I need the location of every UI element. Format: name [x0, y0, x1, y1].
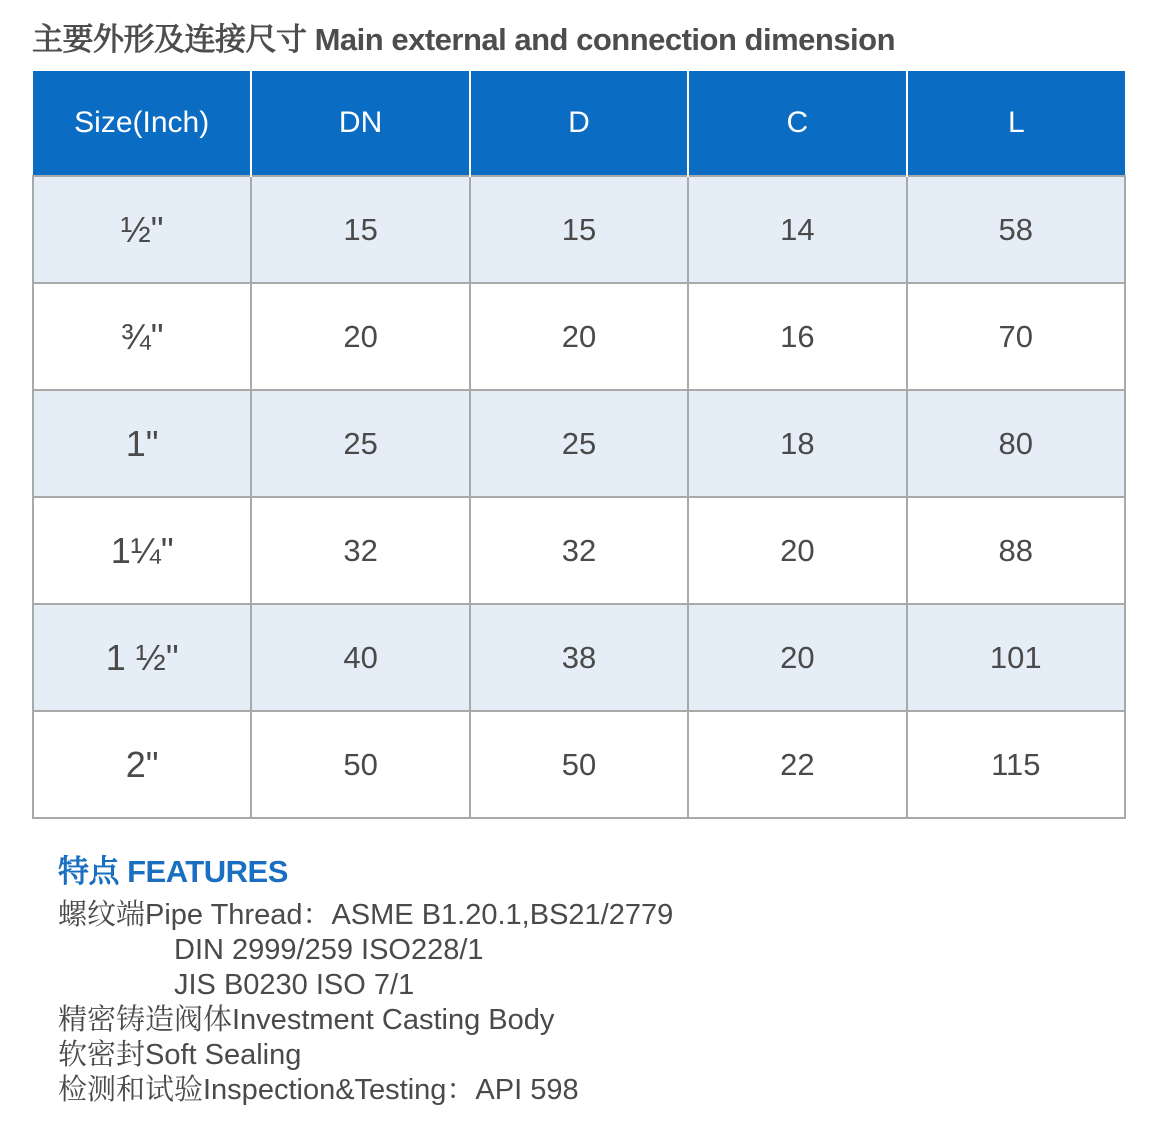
table-row — [33, 711, 1125, 818]
feature-item-pipe-thread-din: DIN 2999/259 ISO228/1 — [174, 934, 484, 966]
table-header-row — [33, 71, 1125, 176]
cell-d: 50 — [470, 711, 688, 818]
cell-dn: 32 — [251, 497, 469, 604]
features-list — [58, 898, 673, 1108]
table-row — [33, 176, 1125, 283]
cell-l: 80 — [907, 390, 1125, 497]
cell-dn: 15 — [251, 176, 469, 283]
feature-item-pipe-thread-jis: JIS B0230 ISO 7/1 — [174, 969, 415, 1001]
features-heading: 特点 FEATURES — [58, 854, 288, 889]
page-title: 主要外形及连接尺寸 Main external and connection dimension — [32, 22, 896, 57]
feature-item-inspection: 检测和试验Inspection&Testing：API 598 — [58, 1074, 579, 1106]
cell-size: 2" — [33, 711, 251, 818]
cell-c: 22 — [688, 711, 906, 818]
cell-l: 101 — [907, 604, 1125, 711]
cell-c: 20 — [688, 604, 906, 711]
cell-size: ½" — [33, 176, 251, 283]
cell-d: 32 — [470, 497, 688, 604]
table-row — [33, 283, 1125, 390]
cell-dn: 20 — [251, 283, 469, 390]
table-row — [33, 604, 1125, 711]
cell-size: 1" — [33, 390, 251, 497]
cell-d: 15 — [470, 176, 688, 283]
feature-item-soft-sealing: 软密封Soft Sealing — [58, 1039, 302, 1071]
feature-item-casting-body: 精密铸造阀体Investment Casting Body — [58, 1004, 555, 1036]
cell-size: 1 ½" — [33, 604, 251, 711]
table-row — [33, 497, 1125, 604]
cell-dn: 50 — [251, 711, 469, 818]
cell-size: 1¼" — [33, 497, 251, 604]
cell-d: 25 — [470, 390, 688, 497]
feature-item-pipe-thread: 螺纹端Pipe Thread：ASME B1.20.1,BS21/2779 — [58, 899, 674, 931]
cell-size: ¾" — [33, 283, 251, 390]
header-d: D — [470, 71, 688, 176]
cell-l: 58 — [907, 176, 1125, 283]
cell-l: 88 — [907, 497, 1125, 604]
cell-d: 20 — [470, 283, 688, 390]
cell-d: 38 — [470, 604, 688, 711]
cell-c: 14 — [688, 176, 906, 283]
table-row — [33, 390, 1125, 497]
header-dn: DN — [251, 71, 469, 176]
header-c: C — [688, 71, 906, 176]
header-l: L — [907, 71, 1125, 176]
cell-c: 20 — [688, 497, 906, 604]
cell-l: 70 — [907, 283, 1125, 390]
header-size: Size(Inch) — [33, 71, 251, 176]
cell-dn: 25 — [251, 390, 469, 497]
cell-c: 16 — [688, 283, 906, 390]
cell-dn: 40 — [251, 604, 469, 711]
cell-c: 18 — [688, 390, 906, 497]
cell-l: 115 — [907, 711, 1125, 818]
dimension-table — [32, 71, 1126, 819]
